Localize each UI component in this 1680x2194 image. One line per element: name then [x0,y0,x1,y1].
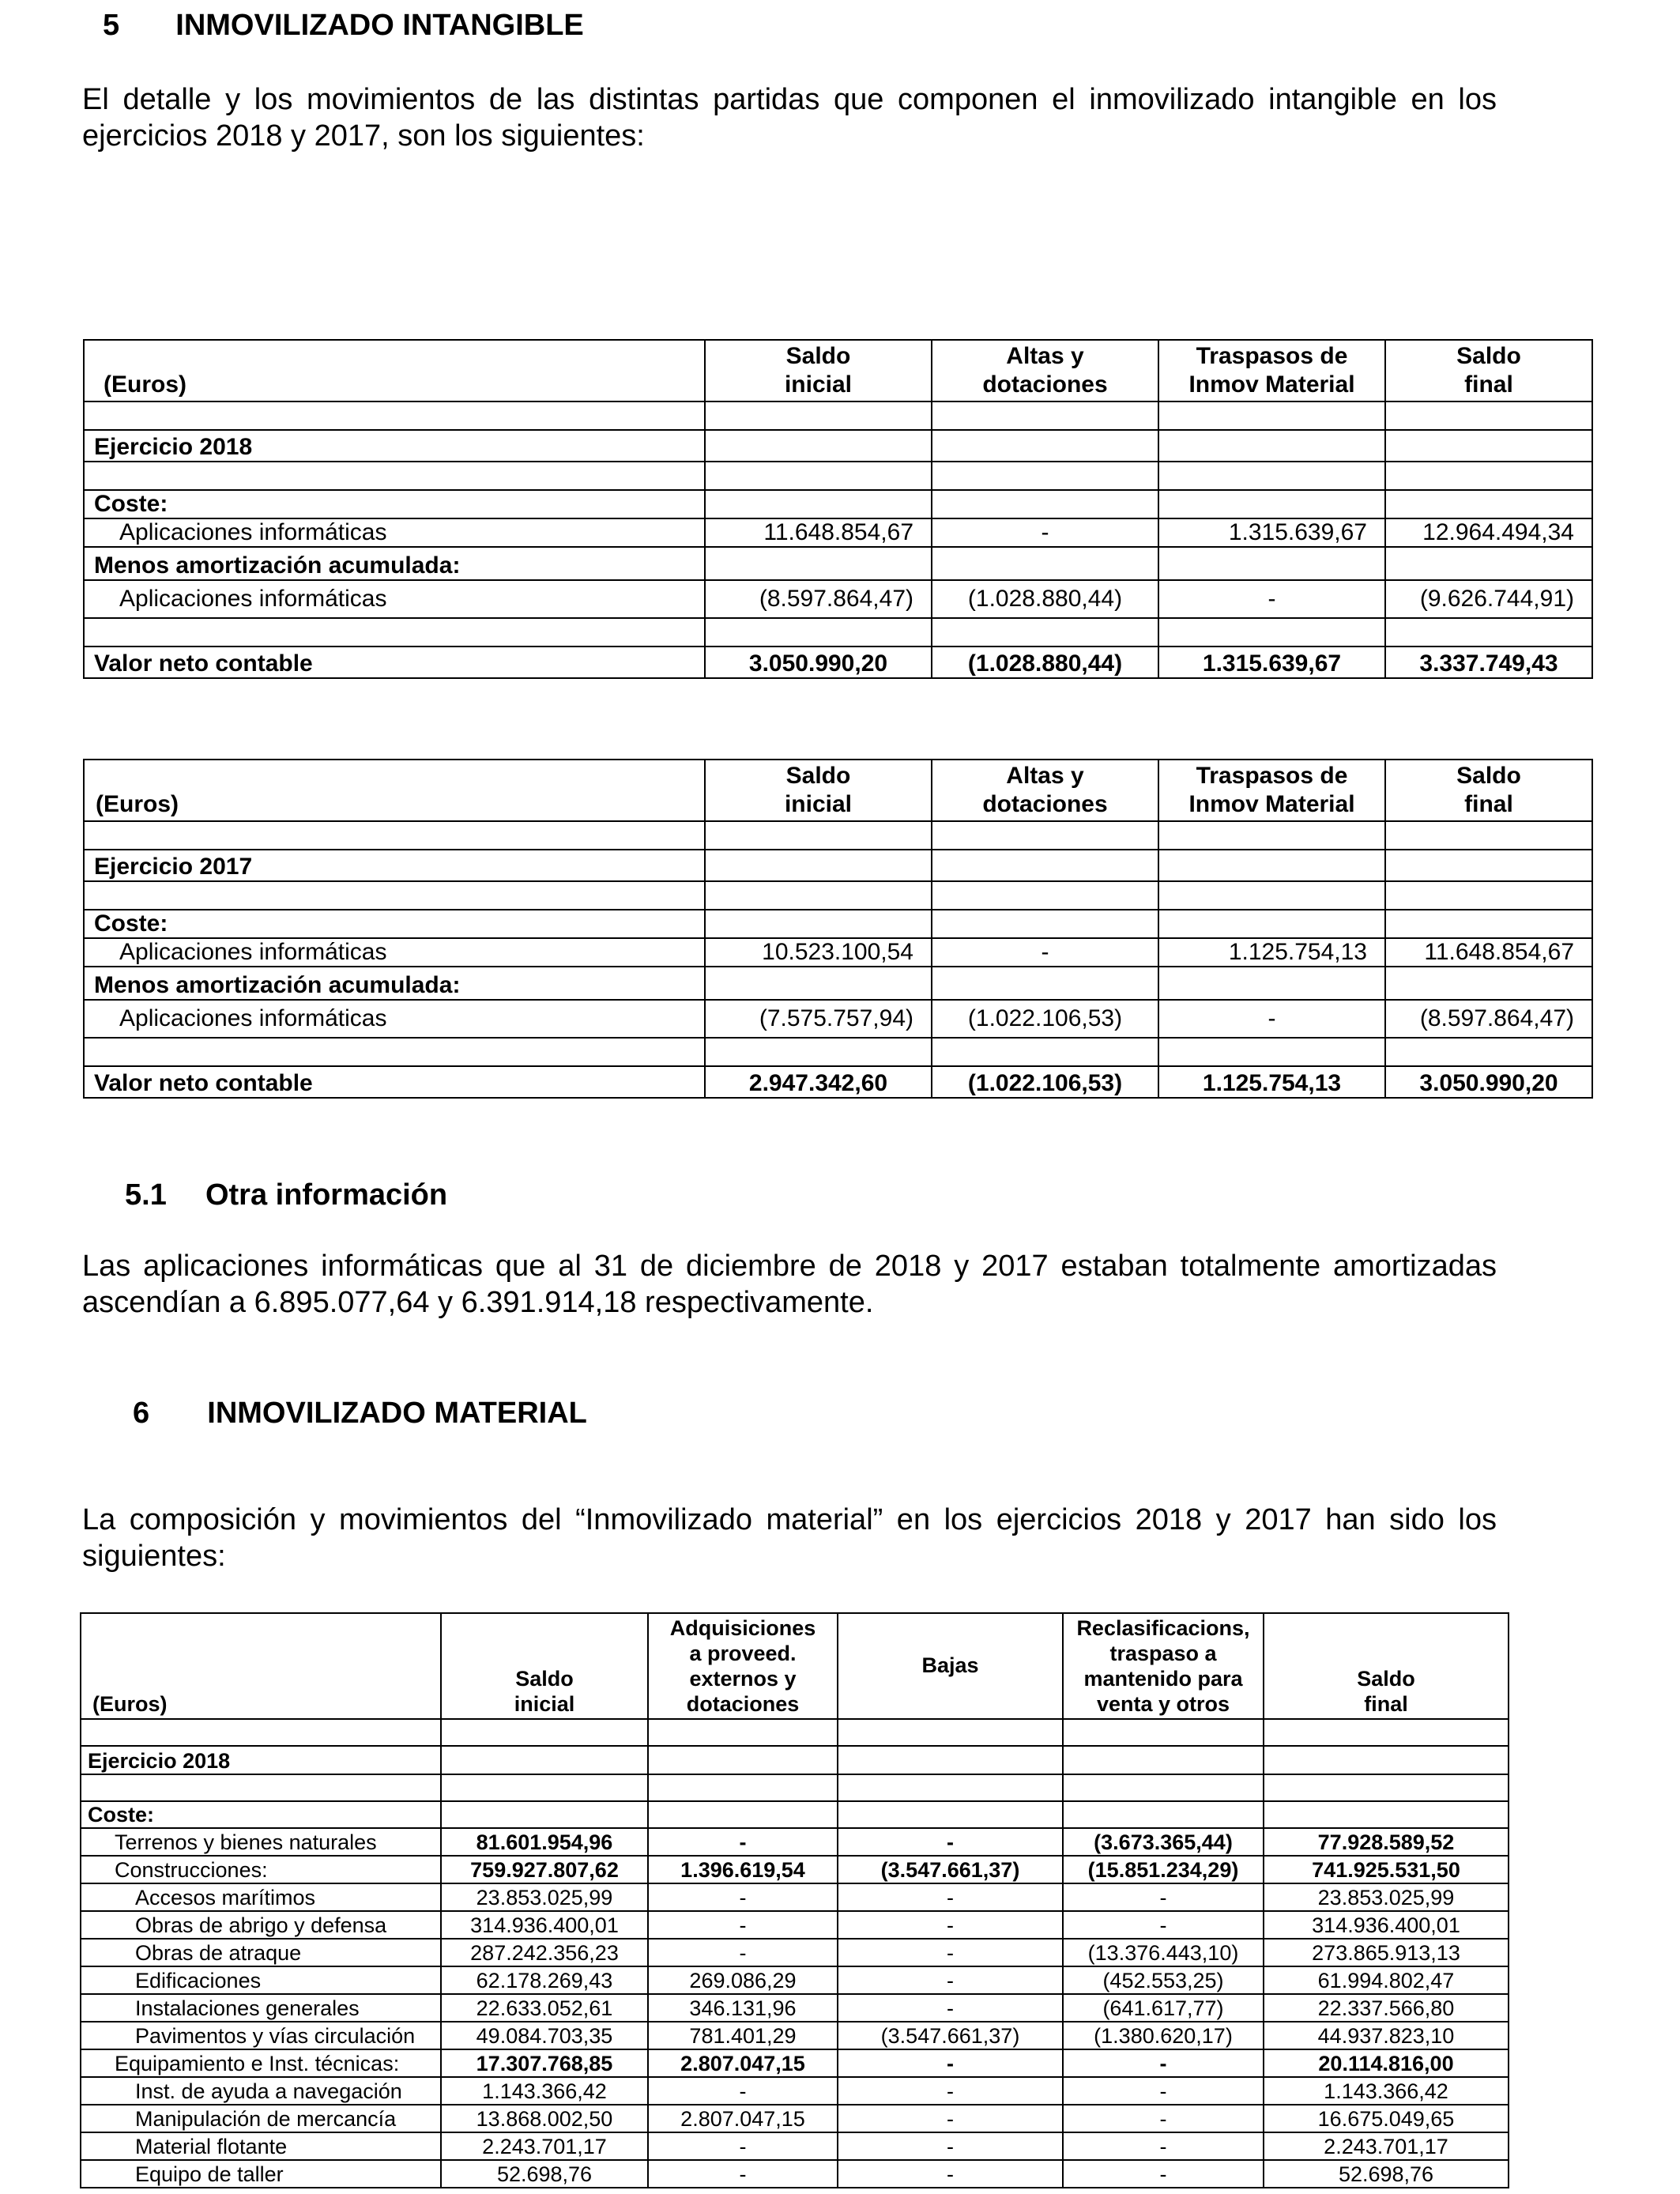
section-6-intro: La composición y movimientos del “Inmovilizado material” en los ejercicios 2018 y 2017 han sido los siguientes: [82,1503,1497,1573]
ejercicio-label: Ejercicio 2017 [84,850,705,881]
ejercicio-label: Ejercicio 2018 [81,1746,441,1774]
col-reclasificaciones: Reclasificacions, traspaso a mantenido para venta y otros [1063,1613,1264,1719]
material-table-2018 [80,1612,1509,2188]
unit-label: (Euros) [84,760,705,821]
table-row: Aplicaciones informáticas (8.597.864,47) (1.028.880,44) - (9.626.744,91) [84,580,1592,618]
table-row [84,1038,1592,1066]
section-5-1-title: Otra información [205,1178,448,1212]
table-row: Instalaciones generales 22.633.052,61 346.131,96 - (641.617,77) 22.337.566,80 [81,1994,1509,2022]
section-5-1-heading [125,1178,447,1212]
table-row [84,547,1592,580]
col-saldo-final: Saldo final [1385,760,1592,821]
col-adquisiciones: Adquisiciones a proveed. externos y dotaciones [648,1613,838,1719]
table-row: Manipulación de mercancía 13.868.002,50 2.807.047,15 - - 16.675.049,65 [81,2105,1509,2132]
table-row [84,850,1592,881]
coste-label: Coste: [84,490,705,518]
col-saldo-inicial: Saldo inicial [705,760,932,821]
table-row: Obras de atraque 287.242.356,23 - - (13.376.443,10) 273.865.913,13 [81,1939,1509,1966]
intangible-table-2018 [83,339,1593,679]
section-5-number: 5 [103,9,120,42]
section-5-title: INMOVILIZADO INTANGIBLE [175,9,584,42]
unit-label: (Euros) [84,340,705,401]
table-row [84,618,1592,647]
table-row [81,1774,1509,1801]
table-row: Pavimentos y vías circulación 49.084.703,35 781.401,29 (3.547.661,37) (1.380.620,17) 44.937.823,10 [81,2022,1509,2049]
table-row [84,462,1592,490]
coste-label: Coste: [84,910,705,938]
unit-label: (Euros) [81,1613,441,1719]
menos-label: Menos amortización acumulada: [84,547,705,580]
intangible-table-2017 [83,759,1593,1099]
coste-label: Coste: [81,1801,441,1828]
col-saldo-final: Saldo final [1264,1613,1509,1719]
section-5-1-text: Las aplicaciones informáticas que al 31 de diciembre de 2018 y 2017 estaban totalmente amortizadas ascendían a 6.895.077,64 y 6.391.914,18 respectivamente. [82,1250,1497,1319]
table-row [84,910,1592,938]
col-saldo-final: Saldo final [1385,340,1592,401]
col-altas: Altas y dotaciones [932,340,1158,401]
table-row: Edificaciones 62.178.269,43 269.086,29 - (452.553,25) 61.994.802,47 [81,1966,1509,1994]
table-row [81,1746,1509,1774]
table-row [84,490,1592,518]
col-traspasos: Traspasos de Inmov Material [1158,340,1385,401]
table-row: Terrenos y bienes naturales 81.601.954,96 - - (3.673.365,44) 77.928.589,52 [81,1828,1509,1856]
section-6-title: INMOVILIZADO MATERIAL [207,1397,587,1430]
table-row: Construcciones: 759.927.807,62 1.396.619,54 (3.547.661,37) (15.851.234,29) 741.925.531,50 [81,1856,1509,1883]
table-header-row [81,1613,1509,1719]
menos-label: Menos amortización acumulada: [84,967,705,1000]
table-row: Equipamiento e Inst. técnicas: 17.307.768,85 2.807.047,15 - - 20.114.816,00 [81,2049,1509,2077]
table-row: Equipo de taller 52.698,76 - - - 52.698,76 [81,2160,1509,2188]
section-5-intro: El detalle y los movimientos de las distintas partidas que componen el inmovilizado intangible en los ejercicios 2018 y 2017, son los siguientes: [82,83,1497,153]
col-saldo-inicial: Saldo inicial [441,1613,648,1719]
section-6-number: 6 [133,1397,150,1430]
col-traspasos: Traspasos de Inmov Material [1158,760,1385,821]
section-5-1-number: 5.1 [125,1178,167,1212]
table-row [84,401,1592,430]
table-row [84,967,1592,1000]
section-5-heading [103,8,584,43]
table-row: Aplicaciones informáticas 11.648.854,67 - 1.315.639,67 12.964.494,34 [84,518,1592,547]
table-row: Valor neto contable 3.050.990,20 (1.028.880,44) 1.315.639,67 3.337.749,43 [84,647,1592,678]
table-row [84,881,1592,910]
col-saldo-inicial: Saldo inicial [705,340,932,401]
ejercicio-label: Ejercicio 2018 [84,430,705,462]
table-row: Inst. de ayuda a navegación 1.143.366,42 - - - 1.143.366,42 [81,2077,1509,2105]
table-header-row [84,340,1592,401]
table-row: Valor neto contable 2.947.342,60 (1.022.106,53) 1.125.754,13 3.050.990,20 [84,1066,1592,1098]
table-row [81,1719,1509,1746]
col-bajas: Bajas [838,1613,1063,1719]
table-row: Material flotante 2.243.701,17 - - - 2.243.701,17 [81,2132,1509,2160]
table-row [81,1801,1509,1828]
section-6-heading [133,1396,587,1431]
table-row: Aplicaciones informáticas 10.523.100,54 - 1.125.754,13 11.648.854,67 [84,938,1592,967]
table-row: Accesos marítimos 23.853.025,99 - - - 23.853.025,99 [81,1883,1509,1911]
table-row [84,821,1592,850]
table-header-row [84,760,1592,821]
table-row [84,430,1592,462]
table-row: Obras de abrigo y defensa 314.936.400,01 - - - 314.936.400,01 [81,1911,1509,1939]
col-altas: Altas y dotaciones [932,760,1158,821]
table-row: Aplicaciones informáticas (7.575.757,94) (1.022.106,53) - (8.597.864,47) [84,1000,1592,1038]
